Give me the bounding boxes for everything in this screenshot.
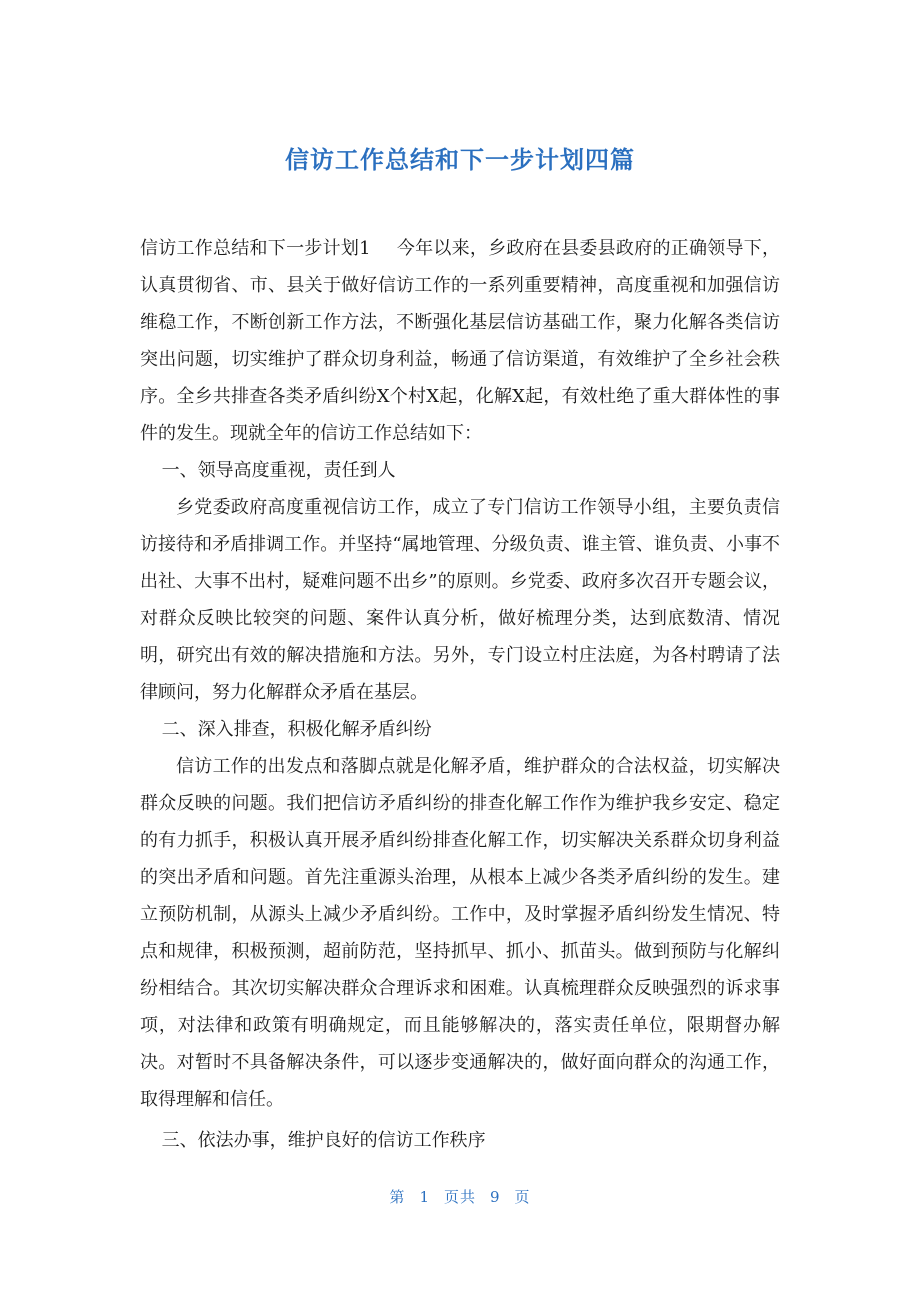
page-footer <box>0 1186 920 1207</box>
intro-lead: 信访工作总结和下一步计划1 <box>140 238 371 259</box>
footer-total-pages: 9 <box>490 1188 501 1206</box>
section-heading-3: 三、依法办事，维护良好的信访工作秩序 <box>161 1130 486 1151</box>
section-paragraph-1: 乡党委政府高度重视信访工作，成立了专门信访工作领导小组，主要负责信访接待和矛盾排调工作。并坚持“属地管理、分级负责、谁主管、谁负责、小事不出社、大事不出村，疑难问题不出乡”的原则。乡党委、政府多次召开专题会议，对群众反映比较突的问题、案件认真分析，做好梳理分类，达到底数清、情况明，研究出有效的解决措施和方法。另外，专门设立村庄法庭，为各村聘请了法律顾问，努力化解群众矛盾在基层。 <box>140 497 780 703</box>
footer-pages-label: 页 <box>514 1188 531 1206</box>
footer-page-label: 第 <box>389 1188 406 1206</box>
footer-of-label: 页共 <box>443 1188 476 1206</box>
section-paragraph-2: 信访工作的出发点和落脚点就是化解矛盾，维护群众的合法权益，切实解决群众反映的问题。我们把信访矛盾纠纷的排查化解工作作为维护我乡安定、稳定的有力抓手，积极认真开展矛盾纠纷排查化解工作，切实解决关系群众切身利益的突出矛盾和问题。首先注重源头治理，从根本上减少各类矛盾纠纷的发生。建立预防机制，从源头上减少矛盾纠纷。工作中，及时掌握矛盾纠纷发生情况、特点和规律，积极预测，超前防范，坚持抓早、抓小、抓苗头。做到预防与化解纠纷相结合。其次切实解决群众合理诉求和困难。认真梳理群众反映强烈的诉求事项，对法律和政策有明确规定，而且能够解决的，落实责任单位，限期督办解决。对暂时不具备解决条件，可以逐步变通解决的，做好面向群众的沟通工作，取得理解和信任。 <box>140 756 780 1110</box>
intro-paragraph <box>140 230 780 452</box>
intro-text: 今年以来，乡政府在县委县政府的正确领导下，认真贯彻省、市、县关于做好信访工作的一系列重要精神，高度重视和加强信访维稳工作，不断创新工作方法，不断强化基层信访基础工作，聚力化解各类信访突出问题，切实维护了群众切身利益，畅通了信访渠道，有效维护了全乡社会秩序。全乡共排查各类矛盾纠纷X个村X起，化解X起，有效杜绝了重大群体性的事件的发生。现就全年的信访工作总结如下： <box>140 238 780 444</box>
document-body <box>140 230 780 1159</box>
footer-current-page: 1 <box>419 1188 430 1206</box>
section-heading-1: 一、领导高度重视，责任到人 <box>161 460 396 481</box>
document-title: 信访工作总结和下一步计划四篇 <box>285 146 635 174</box>
section-heading-2: 二、深入排查，积极化解矛盾纠纷 <box>161 719 432 740</box>
